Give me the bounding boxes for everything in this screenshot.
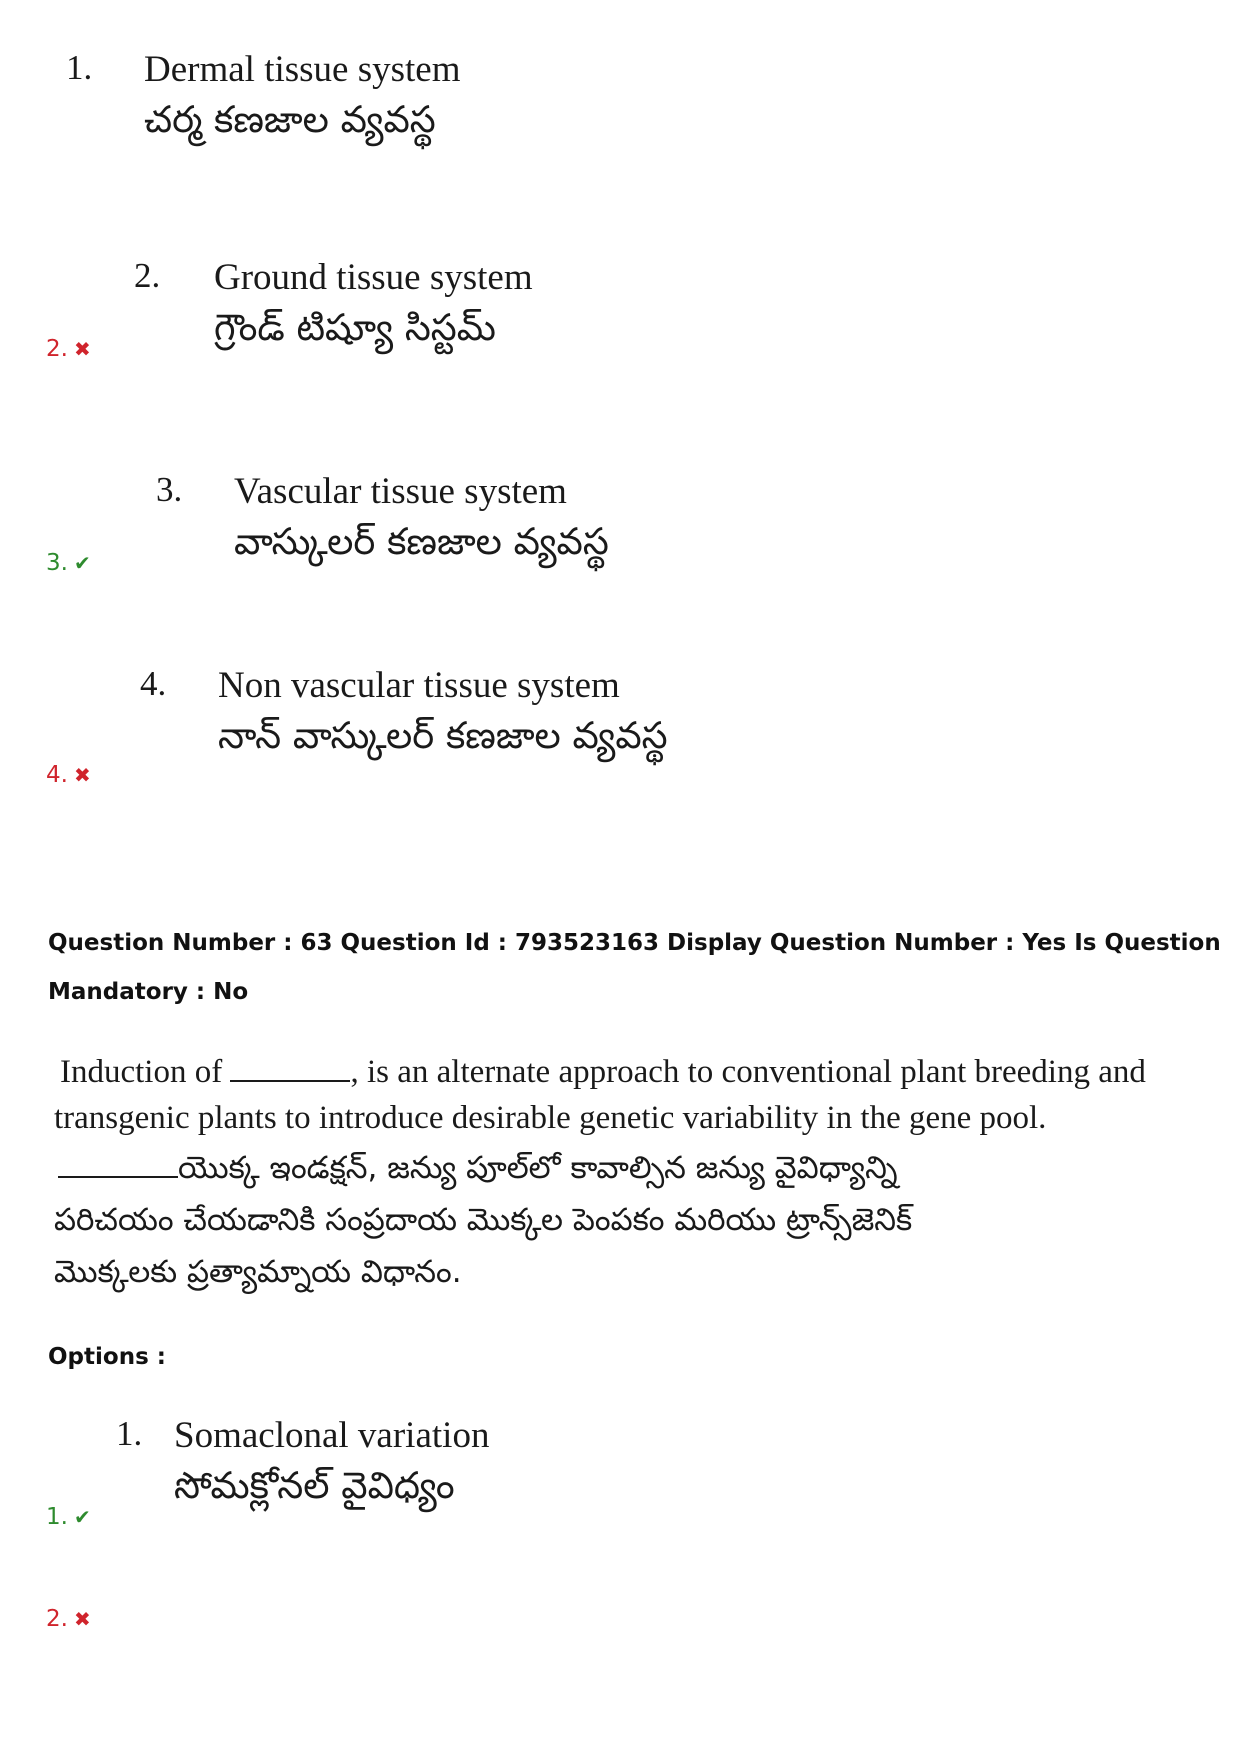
option-image-number: 2. [134,256,161,295]
check-icon: ✔ [73,1505,91,1529]
option-marker-label: 2. [46,1606,68,1632]
option-english-text: Non vascular tissue system [218,665,620,706]
q63-option-1-marker [46,1504,91,1530]
check-icon: ✔ [73,551,91,575]
question-text-segment: యొక్క ఇండక్షన్, జన్యు పూల్‌లో కావాల్సిన జన్యు వైవిధ్యాన్ని [178,1150,898,1186]
cross-icon: ✖ [73,337,91,361]
option-telugu-text: గ్రౌండ్ టిష్యూ సిస్టమ్ [214,306,496,349]
option-3-marker [46,550,91,576]
option-2-marker [46,336,91,362]
options-label: Options : [48,1344,166,1370]
option-english-text: Dermal tissue system [144,49,461,90]
question-text-en-line-2: transgenic plants to introduce desirable genetic variability in the gene pool. [54,1100,1047,1136]
question-text-te-line-2: పరిచయం చేయడానికి సంప్రదాయ మొక్కల పెంపకం మరియు ట్రాన్స్‌జెనిక్ [54,1202,913,1238]
q63-option-2-marker [46,1606,91,1632]
option-english-text: Vascular tissue system [234,471,567,512]
option-image-number: 1. [66,48,93,87]
question-text-segment: , is an alternate approach to conventional plant breeding and [350,1054,1146,1090]
question-text-te-line-1 [58,1150,897,1193]
option-marker-label: 1. [46,1504,68,1530]
question-meta-line-2: Mandatory : No [48,979,249,1005]
answer-blank [230,1054,350,1082]
option-image-number: 1. [116,1414,143,1453]
option-marker-label: 3. [46,550,68,576]
option-marker-label: 4. [46,762,68,788]
option-telugu-text: చర్మ కణజాల వ్యవస్థ [144,98,436,141]
question-meta-line-1: Question Number : 63 Question Id : 793523163 Display Question Number : Yes Is Question [48,930,1221,956]
question-text-segment: Induction of [60,1054,223,1090]
question-text-te-line-3: మొక్కలకు ప్రత్యామ్నాయ విధానం. [54,1254,462,1290]
option-english-text: Somaclonal variation [174,1415,490,1456]
option-4-marker [46,762,91,788]
option-english-text: Ground tissue system [214,257,533,298]
option-telugu-text: నాన్ వాస్కులర్ కణజాల వ్యవస్థ [218,714,668,757]
question-text-en-line-1 [60,1054,1146,1091]
option-image-number: 3. [156,470,183,509]
option-image-number: 4. [140,664,167,703]
cross-icon: ✖ [73,1607,91,1631]
option-marker-label: 2. [46,336,68,362]
cross-icon: ✖ [73,763,91,787]
option-telugu-text: వాస్కులర్ కణజాల వ్యవస్థ [234,520,609,563]
option-telugu-text: సోమక్లోనల్ వైవిధ్యం [174,1464,455,1507]
answer-blank [58,1150,178,1178]
